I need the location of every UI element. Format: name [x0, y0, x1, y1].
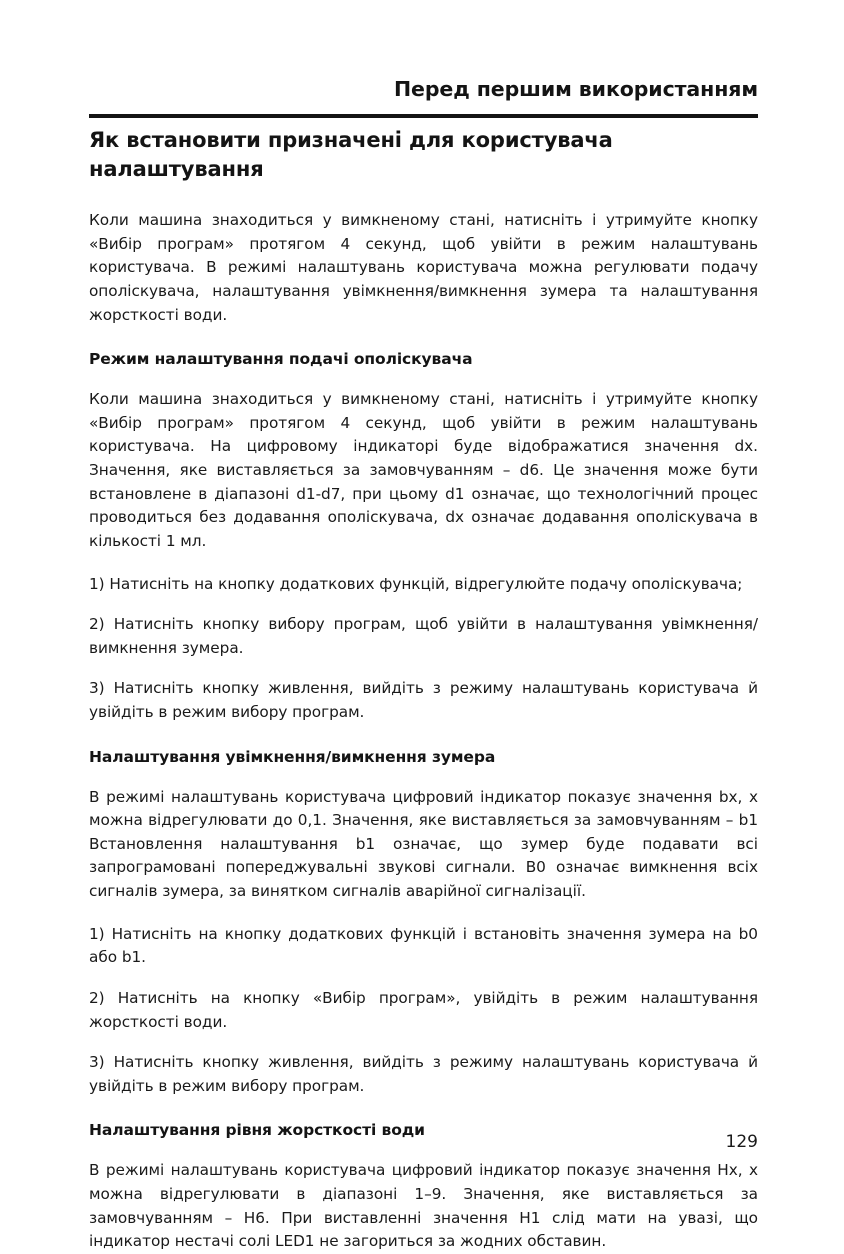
running-head: Перед першим використанням — [394, 77, 758, 101]
spacer — [89, 183, 758, 209]
spacer — [89, 1034, 758, 1051]
spacer — [89, 904, 758, 923]
subsection-paragraph-rinse-aid: Коли машина знаходиться у вимкненому стані, натисніть і утримуйте кнопку «Вибір програм» протягом 4 секунд, щоб увійти в режим налаштувань користувача. На цифровому індикаторі буде відображатися значення dx. Значення, яке виставляється за замовчуванням – d6. Це значення може бути встановлене в діапазоні d1-d7, при цьому d1 означає, що технологічний процес проводиться без додавання ополіскувача, dx означає додавання ополіскувача в кількості 1 мл. — [89, 390, 758, 550]
spacer — [89, 660, 758, 677]
intro-paragraph: Коли машина знаходиться у вимкненому стані, натисніть і утримуйте кнопку «Вибір програм» протягом 4 секунд, щоб увійти в режим налаштувань користувача. В режимі налаштувань користувача можна регулювати подачу ополіскувача, налаштування увімкнення/вимкнення зумера та налаштування жорсткості води. — [89, 211, 758, 324]
subsection-paragraph-water-hardness: В режимі налаштувань користувача цифровий індикатор показує значення Нх, х можна відрегулювати в діапазоні 1–9. Значення, яке виставляється за замовчуванням – Н6. При виставленні значення Н1 слід мати на увазі, що індикатор нестачі солі LED1 не загориться за жодних обставин. — [89, 1161, 758, 1251]
list-item: 3) Натисніть кнопку живлення, вийдіть з режиму налаштувань користувача й увійдіть в режим вибору програм. — [89, 679, 758, 722]
list-item: 3) Натисніть кнопку живлення, вийдіть з режиму налаштувань користувача й увійдіть в режим вибору програм. — [89, 1053, 758, 1095]
spacer — [89, 768, 758, 786]
subsection-heading-water-hardness: Налаштування рівня жорсткості води — [89, 1121, 425, 1140]
spacer — [89, 370, 758, 388]
subsection-heading-buzzer: Налаштування увімкнення/вимкнення зумера — [89, 747, 496, 766]
spacer — [89, 327, 758, 349]
spacer — [89, 970, 758, 987]
spacer — [89, 554, 758, 573]
list-item: 2) Натисніть кнопку вибору програм, щоб увійти в налаштування увімкнення/вимкнення зумера. — [89, 615, 758, 657]
document-page — [89, 0, 758, 1251]
header-rule — [89, 114, 758, 118]
page-number: 129 — [725, 1132, 758, 1152]
list-item: 2) Натисніть на кнопку «Вибір програм», увійдіть в режим налаштування жорсткості води. — [89, 988, 758, 1031]
subsection-heading-rinse-aid: Режим налаштування подачі ополіскувача — [89, 350, 473, 369]
list-item: 1) Натисніть на кнопку додаткових функцій і встановіть значення зумера на b0 або b1. — [89, 924, 758, 967]
spacer — [89, 1098, 758, 1120]
page-content — [89, 126, 758, 1254]
list-item: 1) Натисніть на кнопку додаткових функцій, відрегулюйте подачу ополіскувача; — [89, 574, 743, 593]
spacer — [89, 596, 758, 613]
spacer — [89, 725, 758, 747]
subsection-paragraph-buzzer: В режимі налаштувань користувача цифровий індикатор показує значення bx, х можна відрегулювати до 0,1. Значення, яке виставляється за замовчуванням – b1 Встановлення налаштування b1 означає, що зумер буде подавати всі запрограмовані попереджувальні звукові сигнали. В0 означає вимкнення всіх сигналів зумера, за винятком сигналів аварійної сигналізації. — [89, 787, 758, 901]
page-title: Як встановити призначені для користувача налаштування — [89, 128, 613, 181]
